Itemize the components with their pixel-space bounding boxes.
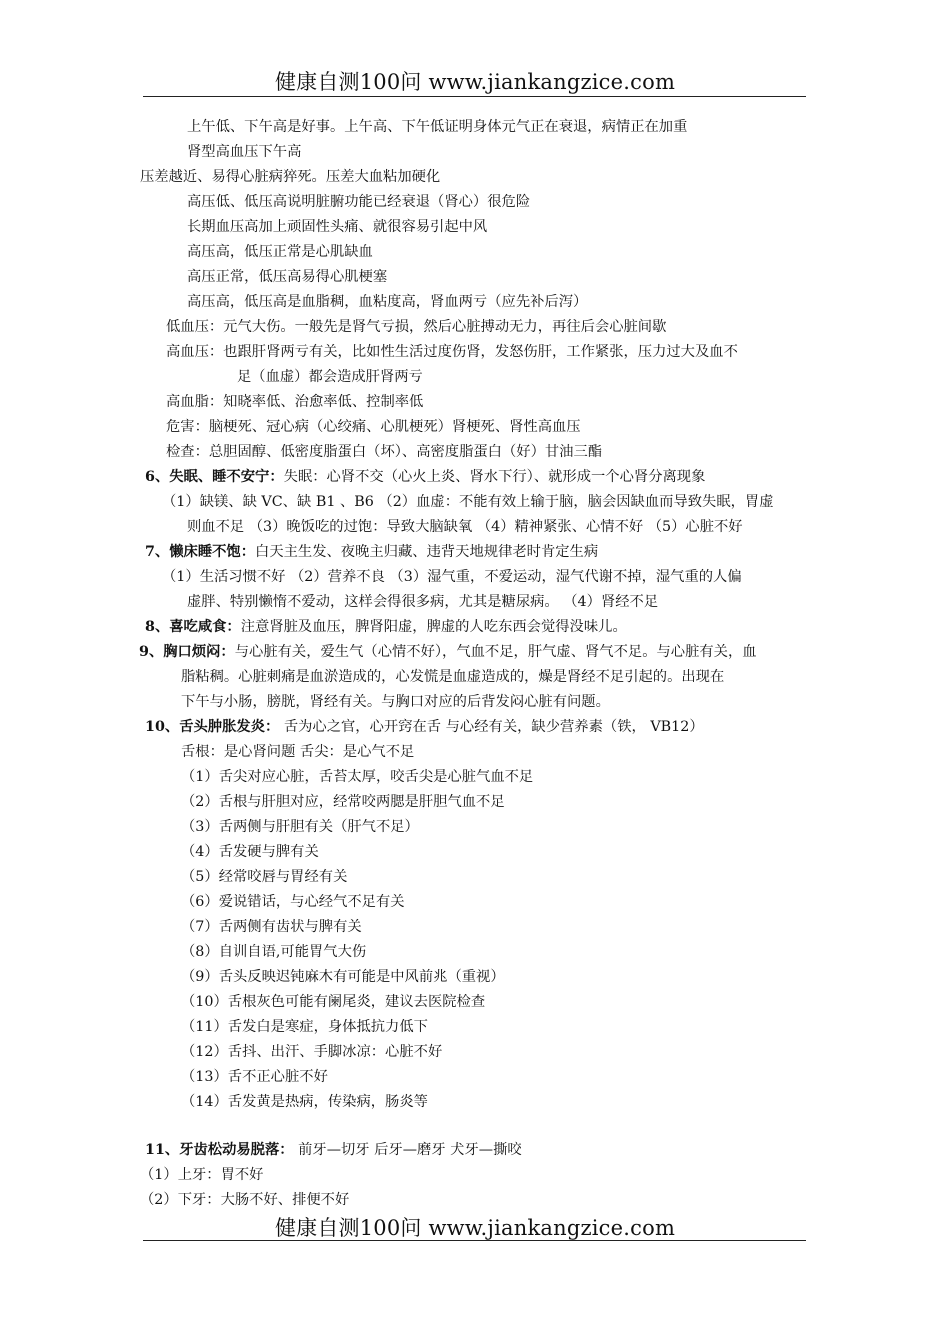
text-line bbox=[181, 792, 505, 812]
text-line bbox=[187, 267, 387, 287]
text-line bbox=[139, 642, 757, 662]
text-line bbox=[181, 742, 414, 762]
text-line bbox=[181, 992, 485, 1012]
line-text: 压差越近、易得心脏病猝死。压差大血粘加硬化 bbox=[140, 169, 441, 185]
line-text: 前牙—切牙 后牙—磨牙 犬牙—撕咬 bbox=[293, 1142, 522, 1158]
text-line bbox=[181, 1017, 428, 1037]
line-text: 危害：脑梗死、冠心病（心绞痛、心肌梗死）肾梗死、肾性高血压 bbox=[166, 419, 581, 435]
text-line bbox=[181, 767, 533, 787]
line-text: （12）舌抖、出汗、手脚冰凉：心脏不好 bbox=[181, 1044, 443, 1060]
line-text: （5）经常咬唇与胃经有关 bbox=[181, 869, 348, 885]
line-text: 与心脏有关，爱生气（心情不好），气血不足，肝气虚、肾气不足。与心脏有关，血 bbox=[234, 644, 757, 660]
line-text: 高压正常，低压高易得心肌梗塞 bbox=[187, 269, 388, 285]
text-line bbox=[187, 592, 658, 612]
line-text: （3）舌两侧与肝胆有关（肝气不足） bbox=[181, 819, 419, 835]
text-line bbox=[181, 1042, 442, 1062]
line-text: 低血压：元气大伤。一般先是肾气亏损，然后心脏搏动无力，再往后会心脏间歇 bbox=[166, 319, 667, 335]
text-line bbox=[181, 917, 362, 937]
line-text: 白天主生发、夜晚主归藏、违背天地规律老时肯定生病 bbox=[255, 544, 599, 560]
section-heading: 6、失眠、睡不安宁： bbox=[145, 469, 284, 485]
line-text: （6）爱说错话，与心经气不足有关 bbox=[181, 894, 405, 910]
line-text: 检查：总胆固醇、低密度脂蛋白（坏）、高密度脂蛋白（好）甘油三酯 bbox=[166, 444, 603, 460]
line-text: （11）舌发白是寒症，身体抵抗力低下 bbox=[181, 1019, 428, 1035]
section-heading: 10、舌头肿胀发炎： bbox=[145, 719, 280, 735]
line-text: 高压低、低压高说明脏腑功能已经衰退（肾心）很危险 bbox=[187, 194, 531, 210]
line-text: 舌为心之官，心开窍在舌 与心经有关，缺少营养素（铁， VB12） bbox=[279, 719, 704, 735]
section-heading: 7、懒床睡不饱： bbox=[145, 544, 256, 560]
text-line bbox=[145, 617, 627, 637]
line-text: 注意肾脏及血压，脾肾阳虚，脾虚的人吃东西会觉得没味儿。 bbox=[240, 619, 627, 635]
line-text: （14）舌发黄是热病，传染病，肠炎等 bbox=[181, 1094, 428, 1110]
text-line bbox=[166, 417, 581, 437]
line-text: （7）舌两侧有齿状与脾有关 bbox=[181, 919, 362, 935]
line-text: 高压高，低压高是血脂稠，血粘度高，肾血两亏（应先补后泻） bbox=[187, 294, 588, 310]
line-text: （2）下牙：大肠不好、排便不好 bbox=[140, 1192, 350, 1208]
text-line bbox=[140, 1190, 349, 1210]
text-line bbox=[140, 1165, 263, 1185]
line-text: 长期血压高加上顽固性头痛、就很容易引起中风 bbox=[187, 219, 488, 235]
text-line bbox=[181, 692, 610, 712]
line-text: （2）舌根与肝胆对应，经常咬两腮是肝胆气血不足 bbox=[181, 794, 505, 810]
text-line bbox=[187, 117, 687, 137]
text-line bbox=[140, 167, 440, 187]
text-line bbox=[237, 367, 423, 387]
section-heading: 8、喜吃咸食： bbox=[145, 619, 241, 635]
footer-rule bbox=[143, 1240, 806, 1241]
line-text: 足（血虚）都会造成肝肾两亏 bbox=[237, 369, 423, 385]
line-text: 则血不足 （3）晚饭吃的过饱：导致大脑缺氧 （4）精神紧张、心情不好 （5）心脏不好 bbox=[187, 519, 743, 535]
line-text: 舌根：是心肾问题 舌尖：是心气不足 bbox=[181, 744, 415, 760]
text-line bbox=[145, 717, 704, 737]
line-text: （9）舌头反映迟钝麻木有可能是中风前兆（重视） bbox=[181, 969, 505, 985]
text-line bbox=[145, 1140, 522, 1160]
text-line bbox=[181, 942, 366, 962]
text-line bbox=[187, 192, 530, 212]
text-line bbox=[187, 242, 373, 262]
text-line bbox=[181, 867, 347, 887]
line-text: 下午与小肠，膀胱，肾经有关。与胸口对应的后背发闷心脏有问题。 bbox=[181, 694, 610, 710]
line-text: （1）生活习惯不好 （2）营养不良 （3）湿气重，不爱运动，湿气代谢不掉，湿气重的人偏 bbox=[162, 569, 742, 585]
text-line bbox=[181, 842, 319, 862]
text-line bbox=[181, 967, 505, 987]
text-line bbox=[145, 542, 598, 562]
line-text: （1）缺镁、缺 VC、缺 B1 、B6 （2）血虚：不能有效上输于脑，脑会因缺血而导致失眠，胃虚 bbox=[162, 494, 774, 510]
line-text: （1）舌尖对应心脏，舌苔太厚，咬舌尖是心脏气血不足 bbox=[181, 769, 534, 785]
line-text: （1）上牙：胃不好 bbox=[140, 1167, 264, 1183]
text-line bbox=[187, 517, 743, 537]
text-line bbox=[181, 892, 405, 912]
line-text: 肾型高血压下午高 bbox=[187, 144, 302, 160]
text-line bbox=[166, 392, 423, 412]
line-text: 虚胖、特别懒惰不爱动，这样会得很多病，尤其是糖尿病。 （4）肾经不足 bbox=[187, 594, 659, 610]
line-text: （8）自训自语,可能胃气大伤 bbox=[181, 944, 367, 960]
text-line bbox=[187, 217, 487, 237]
text-line bbox=[187, 292, 587, 312]
header-rule bbox=[143, 96, 806, 97]
page-footer: 健康自测100问 www.jiankangzice.com bbox=[274, 1216, 676, 1240]
text-line bbox=[166, 317, 666, 337]
text-line bbox=[181, 1092, 428, 1112]
text-line bbox=[145, 467, 705, 487]
text-line bbox=[187, 142, 301, 162]
text-line bbox=[181, 667, 724, 687]
line-text: 失眠：心肾不交（心火上炎、肾水下行）、就形成一个心肾分离现象 bbox=[283, 469, 706, 485]
line-text: 上午低、下午高是好事。上午高、下午低证明身体元气正在衰退，病情正在加重 bbox=[187, 119, 688, 135]
line-text: 脂粘稠。心脏刺痛是血淤造成的，心发慌是血虚造成的，燥是肾经不足引起的。出现在 bbox=[181, 669, 725, 685]
section-heading: 11、牙齿松动易脱落： bbox=[145, 1142, 294, 1158]
line-text: 高压高，低压正常是心肌缺血 bbox=[187, 244, 373, 260]
line-text: （10）舌根灰色可能有阑尾炎，建议去医院检查 bbox=[181, 994, 486, 1010]
text-line bbox=[162, 567, 742, 587]
line-text: （4）舌发硬与脾有关 bbox=[181, 844, 319, 860]
text-line bbox=[166, 442, 602, 462]
text-line bbox=[181, 817, 419, 837]
line-text: 高血脂：知晓率低、治愈率低、控制率低 bbox=[166, 394, 424, 410]
text-line bbox=[181, 1067, 328, 1087]
section-heading: 9、胸口烦闷： bbox=[139, 644, 235, 660]
line-text: 高血压：也跟肝肾两亏有关，比如性生活过度伤肾，发怒伤肝，工作紧张，压力过大及血不 bbox=[166, 344, 738, 360]
text-line bbox=[162, 492, 774, 512]
page-header: 健康自测100问 www.jiankangzice.com bbox=[274, 70, 676, 94]
line-text: （13）舌不正心脏不好 bbox=[181, 1069, 328, 1085]
text-line bbox=[166, 342, 738, 362]
